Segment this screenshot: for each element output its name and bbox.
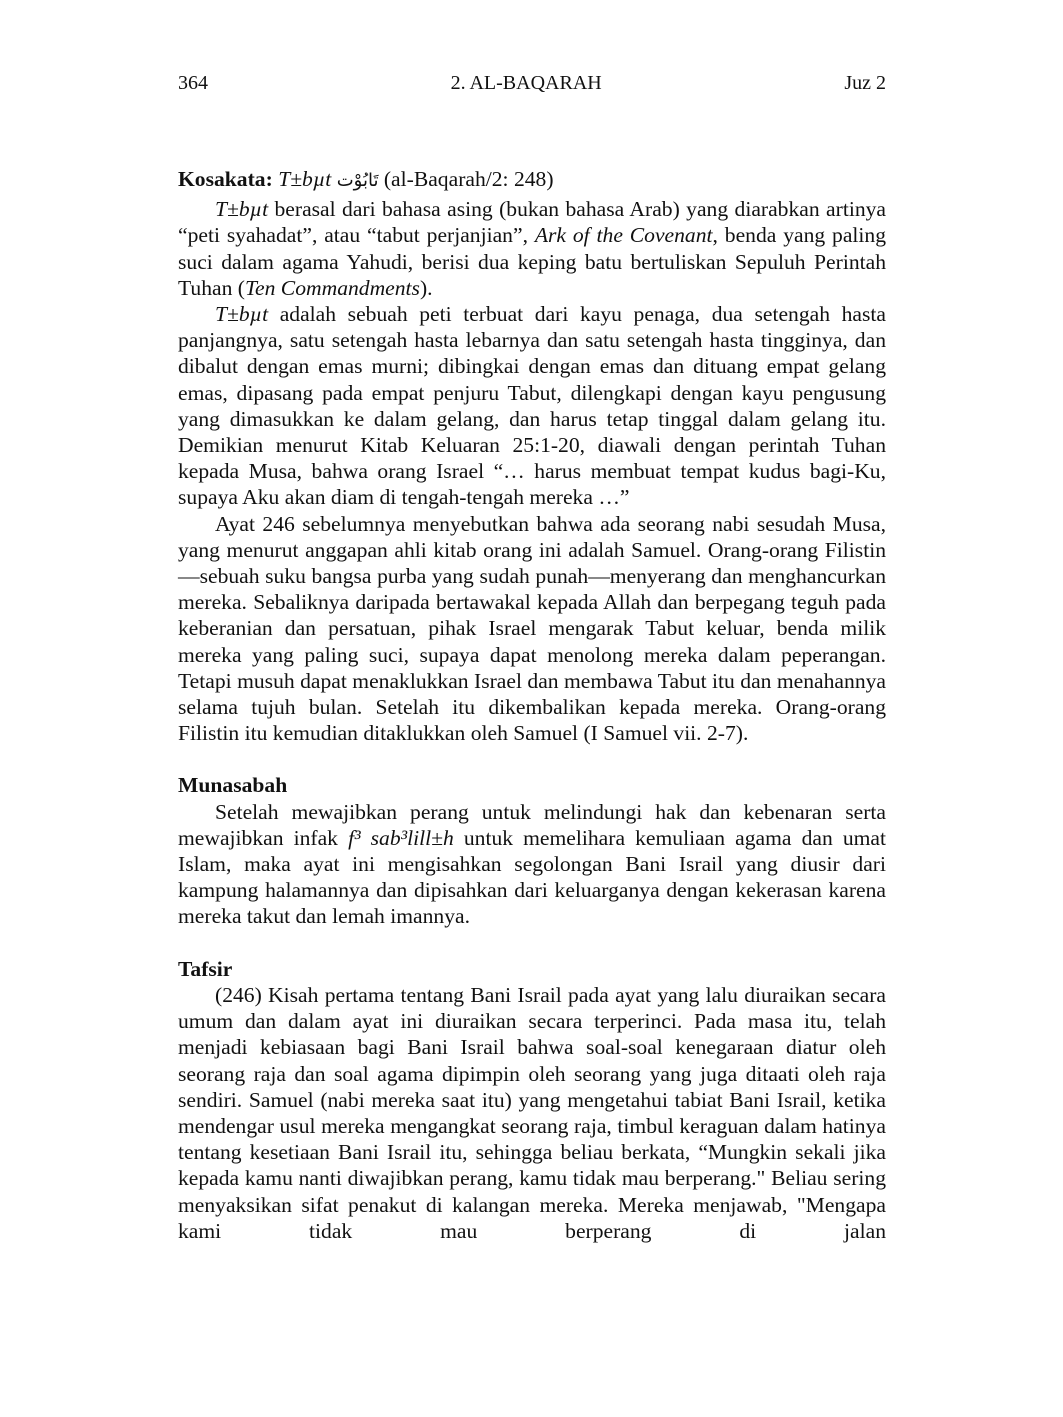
kosakata-arabic: تَابُوْت [336, 170, 379, 191]
term: T±bµt [215, 197, 269, 222]
kosakata-heading [178, 166, 886, 194]
text: berasal dari bahasa asing (bukan bahasa Arab) yang diarabkan artinya “peti syahadat”, atau “tabut perjanjian”, [178, 197, 886, 248]
text: , benda yang paling suci dalam agama Yahudi, berisi dua keping batu bertuliskan Sepuluh Perintah Tuhan ( [178, 223, 886, 300]
tafsir-paragraph: (246) Kisah pertama tentang Bani Israil pada ayat yang lalu diuraikan secara umum dan dalam ayat ini diuraikan secara terperinci. Pada masa itu, telah menjadi kebiasaan bagi Bani Israil bahwa soal-soal kenegaraan diatur oleh seorang raja dan soal agama dipimpin oleh seorang yang juga ditaati oleh raja sendiri. Samuel (nabi mereka saat itu) yang mengetahui tabiat Bani Israil, ketika mendengar usul mereka mengangkat seorang raja, timbul keraguan dalam hatinya tentang kesetiaan Bani Israil itu, sehingga beliau berkata, “Mungkin sekali jika kepada kamu nanti diwajibkan perang, kamu tidak mau berperang." Beliau sering menyaksikan sifat penakut di kalangan mereka. Mereka menjawab, "Mengapa kami tidak mau berperang di jalan [178, 982, 886, 1243]
italic-phrase: Ten Commandments [245, 275, 420, 300]
kosakata-paragraph-2 [178, 301, 886, 511]
kosakata-reference: (al-Baqarah/2: 248) [383, 167, 554, 191]
text: ). [419, 275, 433, 300]
tafsir-heading: Tafsir [178, 956, 233, 981]
juz-label: Juz 2 [844, 72, 886, 94]
kosakata-paragraph-3: Ayat 246 sebelumnya menyebutkan bahwa ada seorang nabi sesudah Musa, yang menurut anggapan ahli kitab orang ini adalah Samuel. Orang-orang Filistin—sebuah suku bangsa purba yang sudah punah—menyerang dan menghancurkan mereka. Sebaliknya daripada bertawakal kepada Allah dan berpegang teguh pada keberanian dan persatuan, pihak Israel mengarak Tabut keluar, benda milik mereka yang paling suci, supaya dapat menolong mereka dalam peperangan. Tetapi musuh dapat menaklukkan Israel dan membawa Tabut itu dan menahannya selama tujuh bulan. Setelah itu dikembalikan kepada mereka. Orang-orang Filistin itu kemudian ditaklukkan oleh Samuel (I Samuel vii. 2-7). [178, 511, 886, 746]
italic-phrase: Ark of the Covenant [534, 223, 713, 248]
kosakata-paragraph-1 [178, 196, 886, 301]
munasabah-paragraph [178, 799, 886, 930]
text: untuk memelihara kemuliaan agama dan umat Islam, maka ayat ini mengisahkan segolongan Bani Israil yang diusir dari kampung halamannya dan dipisahkan dari keluarganya dengan kekerasan karena mereka takut dan lemah imannya. [178, 825, 887, 929]
text: adalah sebuah peti terbuat dari kayu penaga, dua setengah hasta panjangnya, satu setengah hasta lebarnya dan satu setengah hasta tingginya, dan dibalut dengan emas murni; dibingkai dengan emas dan dituang empat gelang emas, dipasang pada empat penjuru Tabut, dilengkapi dengan kayu pengusung yang dimasukkan ke dalam gelang, dan harus tetap tinggal dalam gelang itu. Demikian menurut Kitab Keluaran 25:1-20, diawali dengan perintah Tuhan kepada Musa, bahwa orang Israel “… harus membuat tempat kudus bagi-Ku, supaya Aku akan diam di tengah-tengah mereka …” [178, 302, 886, 510]
text: Setelah mewajibkan perang untuk melindungi hak dan kebenaran serta mewajibkan infak [178, 799, 886, 850]
italic-phrase: f³ sab³lill±h [348, 825, 454, 850]
term: T±bµt [215, 302, 269, 327]
page-body [178, 166, 886, 1244]
running-header [178, 70, 886, 96]
kosakata-term: T±bµt [278, 167, 332, 191]
kosakata-label: Kosakata: [178, 167, 273, 191]
munasabah-heading: Munasabah [178, 773, 288, 798]
chapter-title: 2. AL-BAQARAH [450, 72, 602, 94]
page-number: 364 [178, 72, 208, 94]
